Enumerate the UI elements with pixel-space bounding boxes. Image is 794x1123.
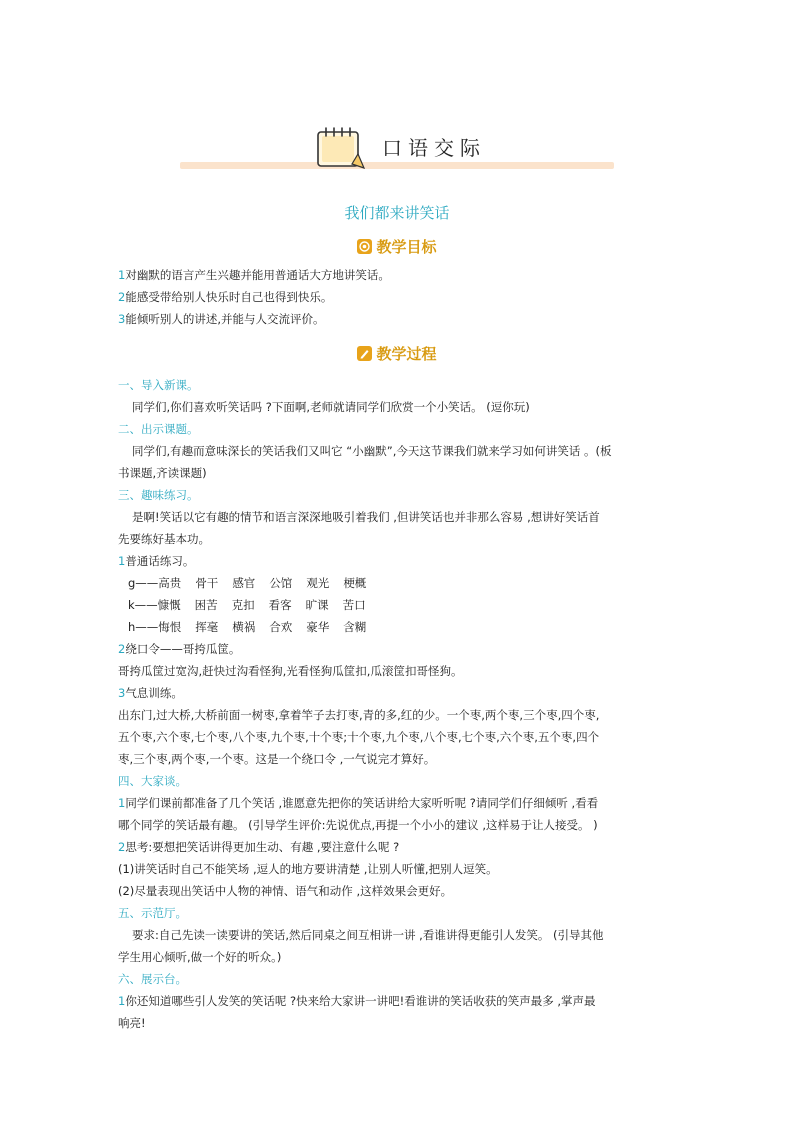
section-title: 二、出示课题。 — [118, 422, 199, 436]
paragraph: 哪个同学的笑话最有趣。 (引导学生评价:先说优点,再提一个小小的建议 ,这样易于让人接受。 ) — [118, 818, 598, 832]
notebook-icon — [314, 124, 366, 170]
paragraph: (2)尽量表现出笑话中人物的神情、语气和动作 ,这样效果会更好。 — [118, 884, 453, 898]
list-item: 2思考:要想把笑话讲得更加生动、有趣 ,要注意什么呢 ? — [118, 840, 400, 854]
process-heading — [0, 343, 794, 364]
paragraph: 响亮! — [118, 1016, 146, 1030]
header-title: 口语交际 — [382, 136, 486, 160]
list-item: 1同学们课前都准备了几个笑话 ,谁愿意先把你的笑话讲给大家听听呢 ?请同学们仔细倾听 ,看看 — [118, 796, 599, 810]
paragraph: 是啊!笑话以它有趣的情节和语言深深地吸引着我们 ,但讲笑话也并非那么容易 ,想讲好笑话首 — [132, 510, 600, 524]
section-title: 六、展示台。 — [118, 972, 187, 986]
paragraph: (1)讲笑话时自己不能笑场 ,逗人的地方要讲清楚 ,让别人听懂,把别人逗笑。 — [118, 862, 498, 876]
paragraph: 先要练好基本功。 — [118, 532, 210, 546]
paragraph: 枣,三个枣,两个枣,一个枣。这是一个绕口令 ,一气说完才算好。 — [118, 752, 436, 766]
paragraph: 学生用心倾听,做一个好的听众。) — [118, 950, 282, 964]
pinyin-row-g: g——高贵 骨干 感官 公馆 观光 梗概 — [128, 576, 367, 590]
pinyin-row-k: k——慷慨 困苦 克扣 看客 旷课 苦口 — [128, 598, 366, 612]
lesson-title: 我们都来讲笑话 — [344, 204, 450, 222]
pinyin-row-h: h——悔恨 挥毫 横祸 合欢 豪华 含糊 — [128, 620, 367, 634]
paragraph: 出东门,过大桥,大桥前面一树枣,拿着竿子去打枣,青的多,红的少。一个枣,两个枣,三个枣,四个枣, — [118, 708, 600, 722]
paragraph: 同学们,有趣而意味深长的笑话我们又叫它 “小幽默”,今天这节课我们就来学习如何讲笑话 。(板 — [132, 444, 612, 458]
paragraph: 同学们,你们喜欢听笑话吗 ?下面啊,老师就请同学们欣赏一个小笑话。 (逗你玩) — [132, 400, 530, 414]
paragraph: 要求:自己先读一读要讲的笑话,然后同桌之间互相讲一讲 ,看谁讲得更能引人发笑。 (引导其他 — [132, 928, 604, 942]
goal-item: 3能倾听别人的讲述,并能与人交流评价。 — [118, 312, 325, 326]
goals-heading-text: 教学目标 — [376, 238, 437, 256]
section-title: 五、示范厅。 — [118, 906, 187, 920]
section-title: 三、趣味练习。 — [118, 488, 199, 502]
goals-heading — [0, 236, 794, 257]
list-item: 1你还知道哪些引人发笑的笑话呢 ?快来给大家讲一讲吧!看谁讲的笑话收获的笑声最多 ,掌声最 — [118, 994, 596, 1008]
list-item: 3气息训练。 — [118, 686, 183, 700]
goal-item: 2能感受带给别人快乐时自己也得到快乐。 — [118, 290, 333, 304]
list-item: 1普通话练习。 — [118, 554, 195, 568]
header-underline — [180, 162, 614, 169]
document-body — [118, 264, 678, 1034]
paragraph: 哥挎瓜筐过宽沟,赶快过沟看怪狗,光看怪狗瓜筐扣,瓜滚筐扣哥怪狗。 — [118, 664, 463, 678]
list-item: 2绕口令——哥挎瓜筐。 — [118, 642, 241, 656]
pencil-icon — [357, 346, 372, 361]
section-title: 四、大家谈。 — [118, 774, 187, 788]
target-icon — [357, 239, 372, 254]
paragraph: 书课题,齐读课题) — [118, 466, 207, 480]
section-title: 一、导入新课。 — [118, 378, 199, 392]
process-heading-text: 教学过程 — [376, 345, 437, 363]
paragraph: 五个枣,六个枣,七个枣,八个枣,九个枣,十个枣;十个枣,九个枣,八个枣,七个枣,六个枣,五个枣,四个 — [118, 730, 600, 744]
section-header — [180, 122, 614, 170]
goal-item: 1对幽默的语言产生兴趣并能用普通话大方地讲笑话。 — [118, 268, 390, 282]
